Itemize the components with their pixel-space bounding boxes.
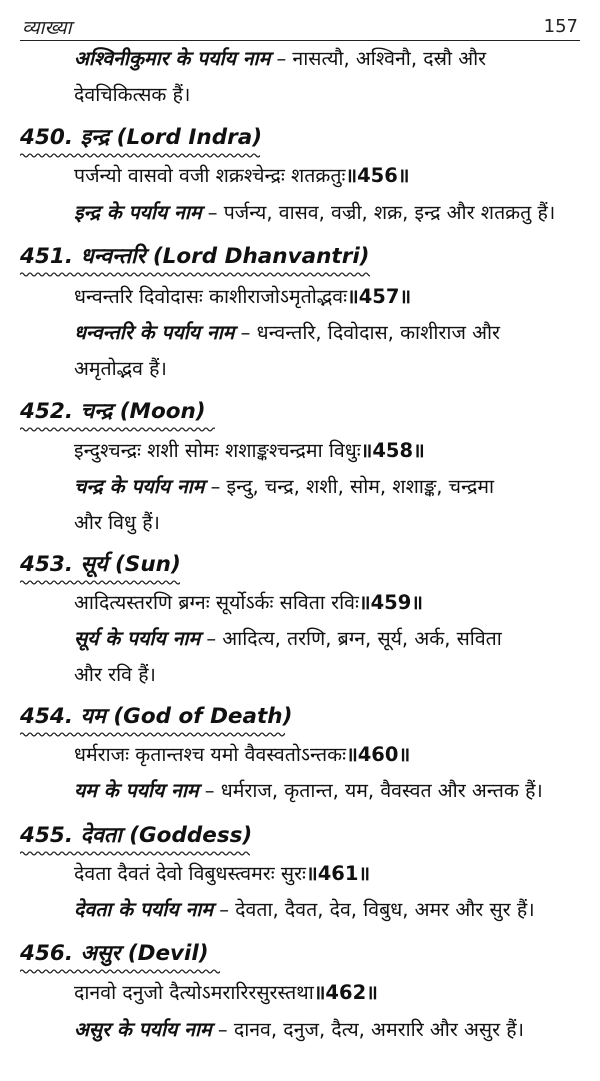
definition-text: – इन्दु, चन्द्र, शशी, सोम, शशाङ्क, चन्द्रमा: [204, 475, 495, 498]
verse-number: ॥457॥: [347, 285, 412, 308]
definition-452-line-2: और विधु हैं।: [74, 511, 160, 534]
heading-underline-450: [20, 152, 260, 159]
verse-text: आदित्यस्तरणि ब्रग्नः सूर्योऽर्कः सविता रविः: [74, 591, 359, 614]
verse-text: धर्मराजः कृतान्तश्च यमो वैवस्वतोऽन्तकः: [74, 743, 347, 766]
header-rule: [20, 40, 580, 41]
verse-text: पर्जन्यो वासवो वजी शक्रश्चेन्द्रः शतक्रतुः: [74, 164, 346, 187]
page-number: 157: [543, 16, 578, 37]
intro-definition-label: अश्विनीकुमार के पर्याय नाम: [74, 47, 271, 70]
section-heading-452: 452. चन्द्र (Moon): [20, 399, 206, 424]
heading-underline-451: [20, 271, 370, 278]
heading-underline-456: [20, 968, 220, 975]
verse-number: ॥458॥: [360, 439, 425, 462]
verse-455: [74, 861, 370, 887]
section-heading-450: 450. इन्द्र (Lord Indra): [20, 125, 263, 150]
definition-label: इन्द्र के पर्याय नाम: [74, 201, 202, 224]
definition-label: धन्वन्तरि के पर्याय नाम: [74, 321, 235, 344]
heading-underline-455: [20, 850, 250, 857]
verse-number: ॥462॥: [313, 981, 378, 1004]
verse-450: [74, 163, 410, 189]
section-heading-456: 456. असुर (Devil): [20, 941, 209, 966]
definition-453: [74, 626, 502, 652]
definition-label: यम के पर्याय नाम: [74, 779, 199, 802]
definition-label: चन्द्र के पर्याय नाम: [74, 475, 205, 498]
verse-text: देवता दैवतं देवो विबुधस्त्वमरः सुरः: [74, 862, 307, 885]
verse-451: [74, 284, 411, 310]
verse-number: ॥461॥: [306, 862, 371, 885]
intro-definition-line-2: देवचिकित्सक हैं।: [74, 83, 191, 106]
section-heading-454: 454. यम (God of Death): [20, 704, 293, 729]
verse-453: [74, 590, 423, 616]
definition-text: – पर्जन्य, वासव, वज्री, शक्र, इन्द्र और शतक्रतु हैं।: [201, 201, 556, 224]
definition-453-line-2: और रवि हैं।: [74, 663, 156, 686]
definition-text: – देवता, दैवत, देव, विबुध, अमर और सुर हैं।: [213, 898, 535, 921]
definition-455: [74, 897, 535, 923]
section-heading-451: 451. धन्वन्तरि (Lord Dhanvantri): [20, 244, 370, 269]
definition-451-line-2: अमृतोद्भव हैं।: [74, 357, 167, 380]
section-heading-455: 455. देवता (Goddess): [20, 823, 253, 848]
heading-underline-452: [20, 426, 215, 433]
verse-452: [74, 438, 425, 464]
definition-451: [74, 320, 500, 346]
heading-underline-454: [20, 731, 285, 738]
definition-text: – आदित्य, तरणि, ब्रग्न, सूर्य, अर्क, सविता: [200, 627, 502, 650]
definition-label: असुर के पर्याय नाम: [74, 1018, 212, 1041]
verse-number: ॥456॥: [345, 164, 410, 187]
intro-definition-line: [74, 46, 486, 72]
definition-text: – दानव, दनुज, दैत्य, अमरारि और असुर हैं।: [211, 1018, 524, 1041]
definition-454: [74, 778, 543, 804]
heading-underline-453: [20, 579, 180, 586]
definition-label: देवता के पर्याय नाम: [74, 898, 213, 921]
definition-text: – धर्मराज, कृतान्त, यम, वैवस्वत और अन्तक हैं।: [198, 779, 543, 802]
definition-452: [74, 474, 494, 500]
running-header-title: व्याख्या: [22, 17, 72, 39]
verse-text: इन्दुश्चन्द्रः शशी सोमः शशाङ्कश्चन्द्रमा विधुः: [74, 439, 361, 462]
verse-text: धन्वन्तरि दिवोदासः काशीराजोऽमृतोद्भवः: [74, 285, 348, 308]
definition-456: [74, 1017, 524, 1043]
verse-454: [74, 742, 410, 768]
intro-definition-text: – नासत्यौ, अश्विनौ, दस्रौ और: [270, 47, 487, 70]
verse-text: दानवो दनुजो दैत्योऽमरारिरसुरस्तथा: [74, 981, 314, 1004]
section-heading-453: 453. सूर्य (Sun): [20, 552, 181, 577]
verse-456: [74, 980, 378, 1006]
verse-number: ॥459॥: [358, 591, 423, 614]
definition-450: [74, 200, 555, 226]
definition-text: – धन्वन्तरि, दिवोदास, काशीराज और: [234, 321, 501, 344]
definition-label: सूर्य के पर्याय नाम: [74, 627, 201, 650]
verse-number: ॥460॥: [346, 743, 411, 766]
